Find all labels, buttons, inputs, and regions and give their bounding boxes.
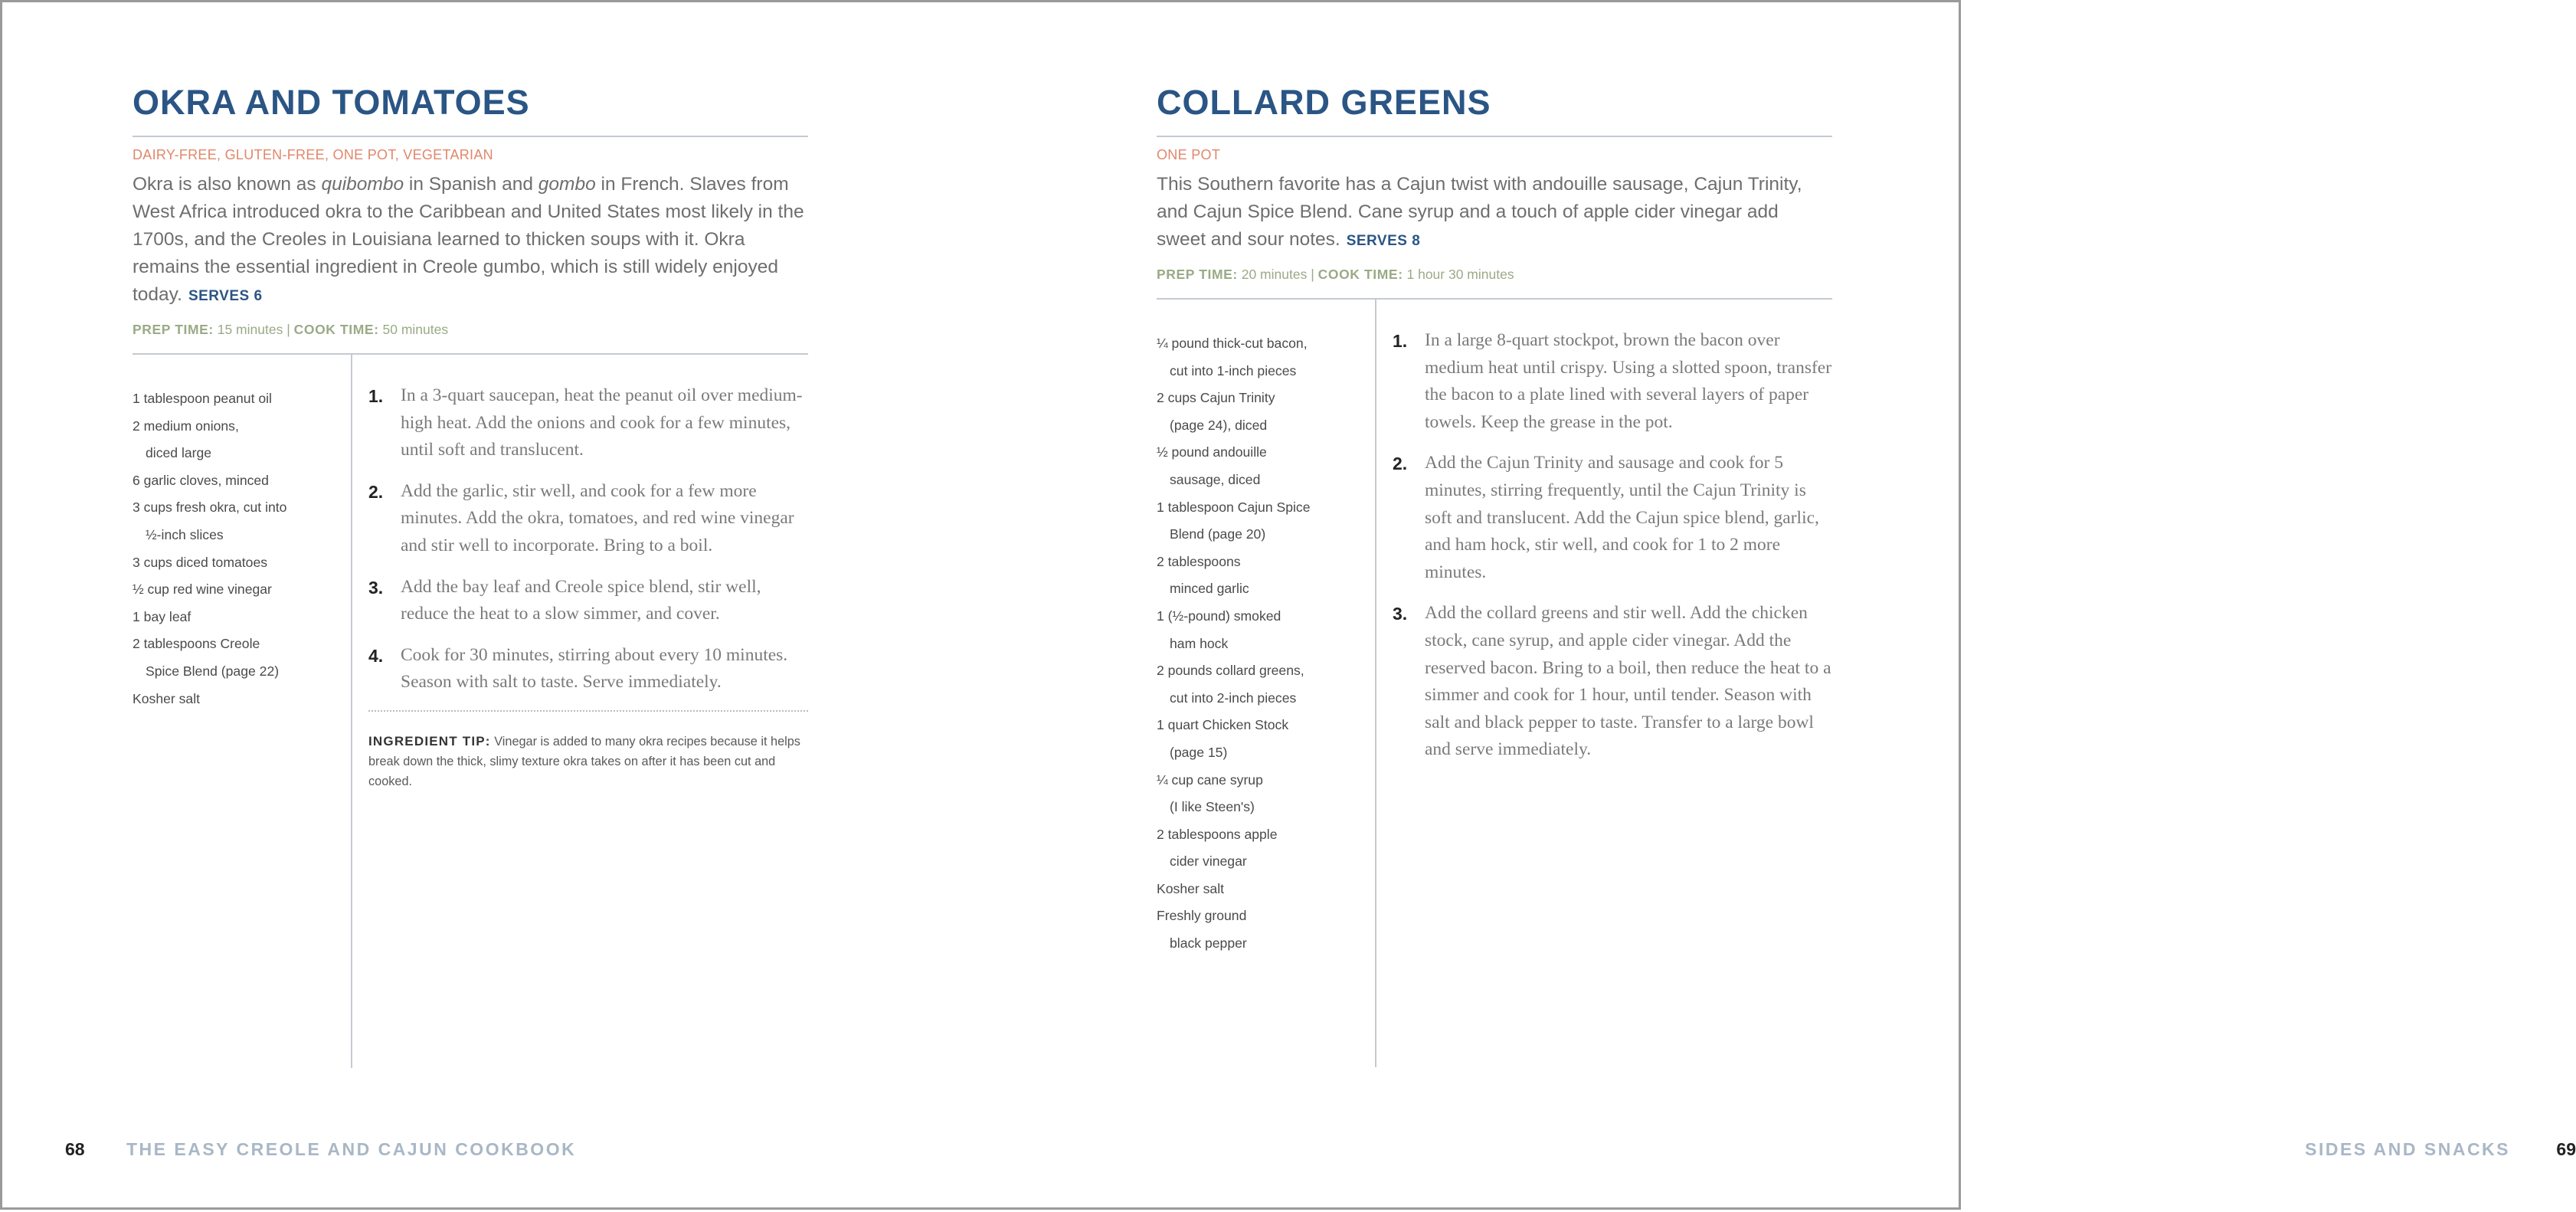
- ingredient-item: [133, 413, 333, 467]
- ingredient-line: 2 tablespoons Creole: [133, 636, 260, 652]
- page-number: 69: [2556, 1139, 2576, 1159]
- step-item: [1393, 450, 1832, 586]
- intro-text: in Spanish and: [404, 174, 538, 195]
- ingredient-line-cont: (page 15): [1170, 744, 1228, 760]
- collard-recipe: [1157, 82, 1832, 952]
- step-text: Add the collard greens and stir well. Add the chicken stock, cane syrup, and apple cider vinegar. Add the reserved bacon. Bring to a boil, then reduce the heat to a simmer and cook for 1 hour, until tender. Season with salt and black pepper to taste. Transfer to a large bowl and serve immediately.: [1425, 603, 1831, 760]
- ingredient-line-cont: Blend (page 20): [1170, 526, 1266, 542]
- ingredient-line: 6 garlic cloves, minced: [133, 472, 269, 488]
- step-number: 1.: [1393, 331, 1408, 351]
- step-number: 1.: [368, 386, 384, 406]
- method-steps: [368, 382, 808, 791]
- ingredient-item: [133, 686, 333, 713]
- tip-text: Vinegar is added to many okra recipes because it helps break down the thick, slimy texture okra takes on after it has been cut and cooked.: [368, 734, 800, 788]
- column-divider: [351, 355, 352, 1068]
- ingredient-line: 1 tablespoon peanut oil: [133, 391, 272, 406]
- step-item: [1393, 600, 1832, 764]
- time-separator: |: [1311, 267, 1314, 282]
- ingredient-line: 1 quart Chicken Stock: [1157, 717, 1289, 733]
- intro-text: This Southern favorite has a Cajun twist with andouille sausage, Cajun Trinity, and Cajun Spice Blend. Cane syrup and a touch of apple cider vinegar add sweet and sour notes.: [1157, 174, 1802, 250]
- ingredient-item: [1157, 330, 1357, 385]
- ingredient-line: 2 tablespoons apple: [1157, 826, 1278, 842]
- ingredient-line-cont: black pepper: [1170, 935, 1247, 952]
- ingredient-line: Kosher salt: [1157, 880, 1225, 896]
- ingredient-item: [133, 576, 333, 604]
- intro-italic-term: quibombo: [321, 174, 404, 195]
- left-page: [2, 2, 983, 1212]
- ingredient-item: [133, 549, 333, 577]
- diet-tags: ONE POT: [1157, 147, 1221, 162]
- ingredient-item: [1157, 657, 1357, 712]
- ingredient-line-cont: cut into 1-inch pieces: [1170, 362, 1297, 378]
- recipe-title: COLLARD GREENS: [1157, 83, 1491, 122]
- ingredient-line: 2 cups Cajun Trinity: [1157, 390, 1275, 406]
- prep-time-label: PREP TIME:: [1157, 267, 1238, 282]
- method-steps: [1393, 327, 1832, 778]
- ingredient-item: [1157, 902, 1357, 957]
- ingredient-line-cont: cider vinegar: [1170, 853, 1247, 870]
- ingredient-line: Kosher salt: [133, 690, 201, 706]
- ingredient-tip: [368, 732, 808, 791]
- recipe-intro: [1157, 171, 1832, 255]
- ingredients-list: [1157, 330, 1357, 958]
- running-head: THE EASY CREOLE AND CAJUN COOKBOOK: [126, 1139, 577, 1159]
- time-info: [1157, 264, 1832, 284]
- step-item: [1393, 327, 1832, 436]
- step-text: Add the bay leaf and Creole spice blend, stir well, reduce the heat to a slow simmer, and cover.: [401, 576, 761, 624]
- cook-time-label: COOK TIME:: [1317, 267, 1403, 282]
- ingredient-item: [1157, 549, 1357, 603]
- tip-divider: [368, 710, 808, 712]
- title-divider: [1157, 136, 1832, 137]
- step-item: [368, 382, 808, 464]
- step-text: In a large 8-quart stockpot, brown the bacon over medium heat until crispy. Using a slotted spoon, transfer the bacon to a plate lined with several layers of paper towels. Keep the grease in the pot.: [1425, 330, 1832, 432]
- ingredients-list: [133, 385, 333, 712]
- ingredient-line-cont: sausage, diced: [1170, 471, 1261, 487]
- prep-time-label: PREP TIME:: [133, 322, 214, 337]
- ingredient-item: [1157, 767, 1357, 821]
- cook-time-value: 1 hour 30 minutes: [1406, 267, 1514, 282]
- ingredient-line-cont: (page 24), diced: [1170, 417, 1268, 433]
- step-text: In a 3-quart saucepan, heat the peanut oil over medium-high heat. Add the onions and cook for a few minutes, until soft and translucent.: [401, 385, 803, 460]
- ingredient-line-cont: Spice Blend (page 22): [146, 663, 280, 679]
- diet-tags: DAIRY-FREE, GLUTEN-FREE, ONE POT, VEGETARIAN: [133, 147, 493, 162]
- ingredient-line: ½ pound andouille: [1157, 444, 1267, 460]
- ingredient-line-cont: (I like Steen's): [1170, 799, 1255, 815]
- prep-time-value: 20 minutes: [1241, 267, 1308, 282]
- time-info: [133, 319, 808, 339]
- step-number: 3.: [1393, 604, 1408, 624]
- ingredient-line-cont: minced garlic: [1170, 581, 1249, 597]
- ingredient-item: [1157, 603, 1357, 657]
- left-footer: [65, 1138, 576, 1161]
- ingredient-line-cont: ½-inch slices: [146, 526, 224, 542]
- ingredient-line: 1 tablespoon Cajun Spice: [1157, 499, 1311, 515]
- ingredient-line: 1 (½-pound) smoked: [1157, 608, 1281, 624]
- ingredient-line: ½ cup red wine vinegar: [133, 581, 272, 598]
- ingredient-item: [1157, 876, 1357, 903]
- serves-label: SERVES 8: [1346, 233, 1421, 249]
- ingredient-line: 2 tablespoons: [1157, 553, 1241, 569]
- cook-time-value: 50 minutes: [382, 322, 449, 337]
- intro-text: Okra is also known as: [133, 174, 322, 195]
- ingredient-line-cont: diced large: [146, 445, 212, 461]
- step-number: 2.: [368, 481, 384, 502]
- step-item: [368, 574, 808, 628]
- recipe-intro: [133, 171, 808, 310]
- ingredient-line: 2 pounds collard greens,: [1157, 663, 1304, 679]
- running-head: SIDES AND SNACKS: [2305, 1139, 2511, 1159]
- column-divider: [1375, 300, 1376, 1067]
- ingredient-item: [1157, 494, 1357, 549]
- ingredient-line: ¼ cup cane syrup: [1157, 771, 1263, 788]
- right-footer: [1649, 1138, 2576, 1161]
- ingredient-item: [133, 494, 333, 549]
- ingredient-line-cont: ham hock: [1170, 635, 1229, 651]
- page-number: 68: [65, 1139, 85, 1159]
- title-divider: [133, 136, 808, 137]
- step-text: Add the garlic, stir well, and cook for a few more minutes. Add the okra, tomatoes, and red wine vinegar and stir well to incorporate. Bring to a boil.: [401, 480, 794, 555]
- ingredient-item: [133, 631, 333, 685]
- ingredient-line: Freshly ground: [1157, 908, 1247, 924]
- step-number: 2.: [1393, 454, 1408, 474]
- time-separator: |: [286, 322, 290, 337]
- prep-time-value: 15 minutes: [217, 322, 283, 337]
- step-item: [368, 642, 808, 696]
- step-number: 3.: [368, 577, 384, 598]
- recipe-title: OKRA AND TOMATOES: [133, 83, 530, 122]
- intro-italic-term: gombo: [538, 174, 596, 195]
- ingredient-line: ¼ pound thick-cut bacon,: [1157, 336, 1308, 351]
- step-number: 4.: [368, 645, 384, 666]
- step-text: Add the Cajun Trinity and sausage and cook for 5 minutes, stirring frequently, until the Cajun Trinity is soft and translucent. Add the Cajun spice blend, garlic, and ham hock, stir well, and cook for 1 to 2 more minutes.: [1425, 453, 1819, 582]
- okra-recipe: [133, 82, 808, 788]
- ingredient-item: [1157, 439, 1357, 493]
- section-divider: [133, 353, 808, 355]
- ingredient-item: [133, 467, 333, 495]
- step-item: [368, 478, 808, 560]
- ingredient-line: 1 bay leaf: [133, 608, 191, 624]
- right-page: [983, 2, 2576, 1212]
- ingredient-item: [1157, 385, 1357, 439]
- ingredient-line: 3 cups diced tomatoes: [133, 554, 268, 570]
- ingredient-item: [1157, 712, 1357, 766]
- intro-text: in French. Slaves from West Africa introduced okra to the Caribbean and United States most likely in the 1700s, and the Creoles in Louisiana learned to thicken soups with it. Okra remains the essential ingredient in Creole gumbo, which is still widely enjoyed today.: [133, 174, 804, 305]
- ingredient-line: 2 medium onions,: [133, 418, 239, 434]
- cook-time-label: COOK TIME:: [293, 322, 379, 337]
- ingredient-line-cont: cut into 2-inch pieces: [1170, 690, 1297, 706]
- tip-label: INGREDIENT TIP:: [368, 733, 491, 748]
- step-text: Cook for 30 minutes, stirring about every 10 minutes. Season with salt to taste. Serve immediately.: [401, 644, 788, 693]
- ingredient-line: 3 cups fresh okra, cut into: [133, 500, 287, 516]
- section-divider: [1157, 298, 1832, 300]
- ingredient-item: [1157, 821, 1357, 876]
- ingredient-item: [133, 604, 333, 631]
- ingredient-item: [133, 385, 333, 413]
- serves-label: SERVES 6: [188, 288, 263, 304]
